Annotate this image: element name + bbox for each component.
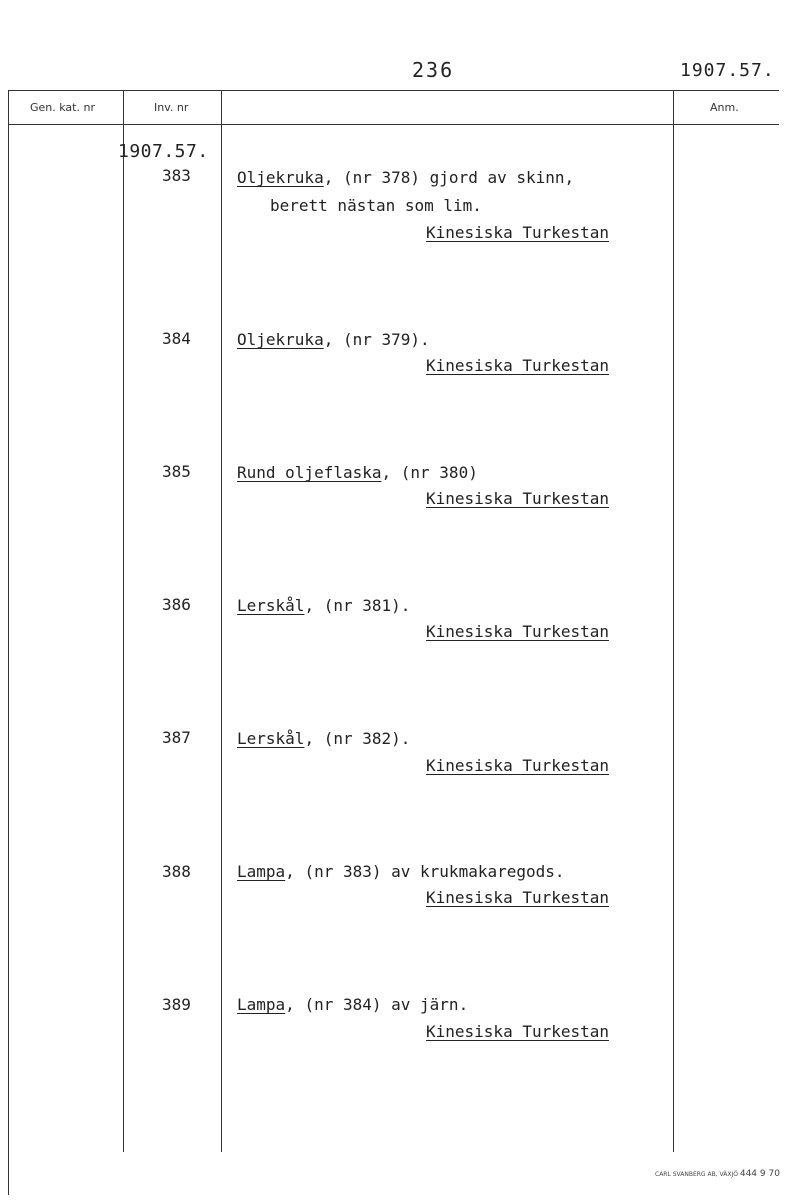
printer-name: CARL SVANBERG AB, VÄXJÖ <box>655 1171 738 1178</box>
inventory-number: 386 <box>162 595 191 614</box>
inventory-number: 389 <box>162 995 191 1014</box>
entry-details: , (nr 383) av krukmakaregods. <box>285 862 565 881</box>
entry-details: , (nr 378) gjord av skinn, <box>323 168 575 187</box>
accession-number: 1907.57. <box>680 60 775 81</box>
column-header-anm: Anm. <box>710 101 739 114</box>
entry-description <box>237 995 468 1014</box>
entry-description <box>237 168 574 187</box>
column-header-gen-kat: Gen. kat. nr <box>30 101 95 114</box>
entry-details: , (nr 380) <box>381 463 478 482</box>
entry-description <box>237 596 410 615</box>
divider-gen-inv <box>123 90 124 1152</box>
entry-description <box>237 729 410 748</box>
entry-title: Rund oljeflaska <box>237 463 382 482</box>
entry-description <box>237 463 478 482</box>
inventory-number: 384 <box>162 329 191 348</box>
inventory-number: 388 <box>162 862 191 881</box>
entry-location: Kinesiska Turkestan <box>426 223 610 242</box>
inventory-number: 383 <box>162 166 191 185</box>
entry-title: Lerskål <box>237 596 305 615</box>
entry-details: , (nr 381). <box>304 596 411 615</box>
entry-title: Lampa <box>237 862 286 881</box>
entry-description <box>237 862 565 881</box>
page-number: 236 <box>412 58 455 82</box>
divider-inv-desc <box>221 90 222 1152</box>
entry-title: Lerskål <box>237 729 305 748</box>
entry-title: Oljekruka <box>237 330 324 349</box>
printer-imprint <box>655 1169 780 1179</box>
entry-title: Oljekruka <box>237 168 324 187</box>
entry-description-line2: berett nästan som lim. <box>270 196 482 215</box>
inventory-number: 387 <box>162 728 191 747</box>
entry-location: Kinesiska Turkestan <box>426 622 610 641</box>
entry-details: , (nr 382). <box>304 729 411 748</box>
entry-location: Kinesiska Turkestan <box>426 356 610 375</box>
inventory-year: 1907.57. <box>118 141 209 162</box>
inventory-number: 385 <box>162 462 191 481</box>
column-header-inv: Inv. nr <box>154 101 189 114</box>
entry-description <box>237 330 430 349</box>
entry-details: , (nr 384) av järn. <box>285 995 469 1014</box>
form-code: 444 9 70 <box>739 1169 780 1179</box>
entry-location: Kinesiska Turkestan <box>426 888 610 907</box>
entry-location: Kinesiska Turkestan <box>426 756 610 775</box>
entry-title: Lampa <box>237 995 286 1014</box>
divider-desc-anm <box>673 90 674 1152</box>
entry-location: Kinesiska Turkestan <box>426 1022 610 1041</box>
left-border <box>8 90 9 1195</box>
entry-location: Kinesiska Turkestan <box>426 489 610 508</box>
entry-details: , (nr 379). <box>323 330 430 349</box>
